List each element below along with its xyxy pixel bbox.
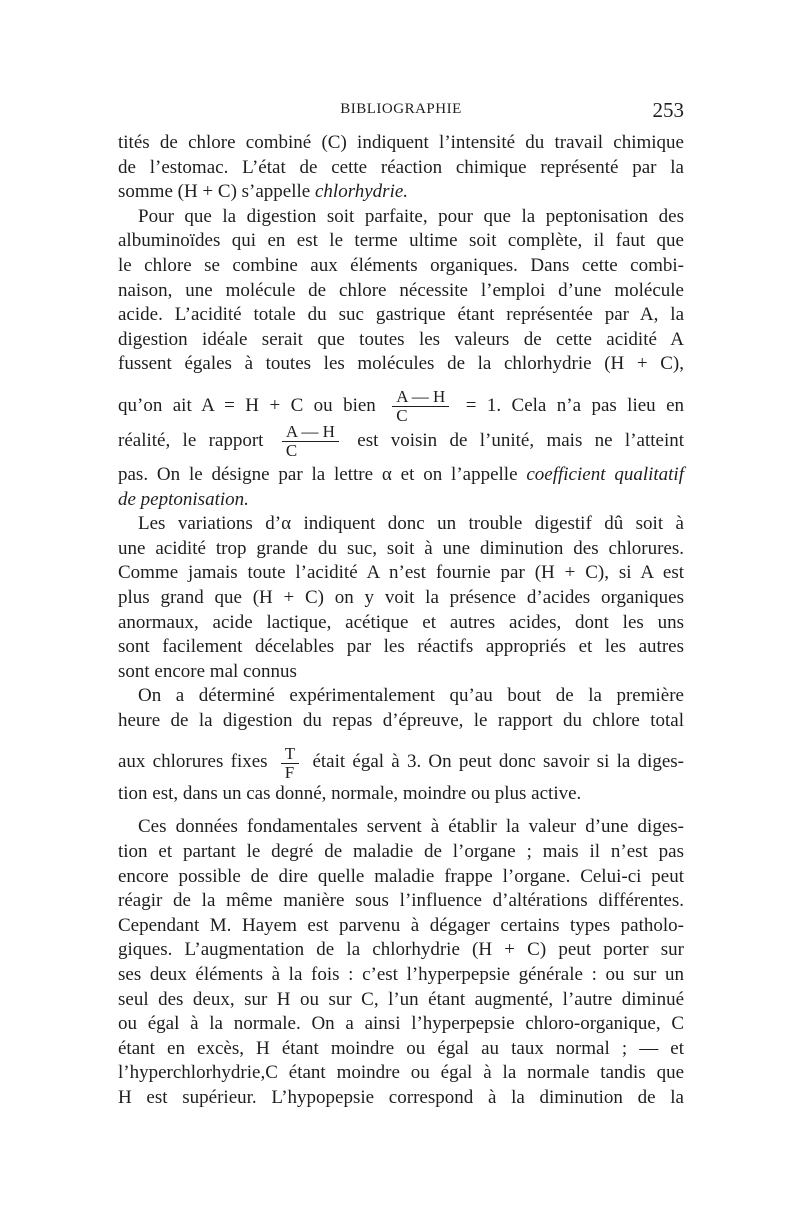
- text-line: tion est, dans un cas donné, normale, moindre ou plus active.: [118, 783, 582, 805]
- text-line: ou égal à la normale. On a ainsi l’hyperpepsie chloro-organique, C: [118, 1013, 684, 1035]
- text-line-with-fraction: [118, 377, 685, 426]
- fraction-numerator: A — H: [392, 388, 449, 407]
- fraction-a-minus-h-over-c: [282, 423, 339, 460]
- fraction-denominator: C: [285, 441, 298, 461]
- text-line: l’hyperchlorhydrie,C étant moindre ou égal à la normale tandis que: [118, 1062, 684, 1084]
- fraction-a-minus-h-over-c: [392, 388, 449, 425]
- text-line-with-fraction: [118, 423, 684, 463]
- text-line: seul des deux, sur H ou sur C, l’un étant augmenté, l’autre diminué: [118, 988, 684, 1010]
- text-line: [118, 488, 684, 513]
- text-line: encore possible de dire quelle maladie frappe l’organe. Celui-ci peut: [118, 865, 684, 887]
- text-span: somme (H + C) s’appelle: [118, 181, 315, 203]
- text-line: tités de chlore combiné (C) indiquent l’intensité du travail chimique: [118, 132, 684, 153]
- text-span: pas. On le désigne par la lettre α et on l’appelle: [118, 463, 527, 485]
- text-line: réagir de la même manière sous l’influence d’altérations différentes.: [118, 890, 684, 912]
- text-line: digestion idéale serait que toutes les valeurs de cette acidité A: [118, 328, 684, 350]
- fraction-t-over-f: [281, 745, 299, 782]
- text-line: Ces données fondamentales servent à établir la valeur d’une diges-: [138, 816, 684, 838]
- page-number: 253: [652, 98, 684, 122]
- text-line: Pour que la digestion soit parfaite, pour que la peptonisation des: [138, 205, 684, 227]
- body-text: [118, 131, 684, 1111]
- text-line: plus grand que (H + C) on y voit la présence d’acides organiques: [118, 586, 684, 608]
- text-line: H est supérieur. L’hypopepsie correspond à la diminution de la: [118, 1087, 684, 1108]
- text-line: étant en excès, H étant moindre ou égal au taux normal ; — et: [118, 1037, 684, 1059]
- fraction-numerator: T: [281, 745, 299, 764]
- term-peptonisation: de peptonisation.: [118, 488, 249, 510]
- text-span: était égal à 3. On peut donc savoir si la diges-: [312, 751, 685, 773]
- text-line: une acidité trop grande du suc, soit à une diminution des chlorures.: [118, 537, 684, 559]
- fraction-denominator: C: [396, 406, 408, 426]
- text-line: ses deux éléments à la fois : c’est l’hyperpepsie générale : ou sur un: [118, 964, 684, 986]
- text-line: [118, 463, 684, 488]
- text-line: On a déterminé expérimentalement qu’au bout de la première: [138, 685, 684, 707]
- text-line: naison, une molécule de chlore nécessite l’emploi d’une molécule: [118, 279, 684, 301]
- fraction-numerator: A — H: [282, 423, 339, 442]
- text-line: de l’estomac. L’état de cette réaction chimique représenté par la: [118, 156, 684, 178]
- text-line: [118, 180, 684, 205]
- running-title: BIBLIOGRAPHIE: [340, 101, 462, 117]
- text-line: Comme jamais toute l’acidité A n’est fournie par (H + C), si A est: [118, 562, 684, 584]
- text-line: anormaux, acide lactique, acétique et autres acides, dont les uns: [118, 611, 684, 633]
- text-line: giques. L’augmentation de la chlorhydrie (H + C) peut porter sur: [118, 939, 684, 961]
- text-line-with-fraction: [118, 733, 685, 782]
- text-line: Cependant M. Hayem est parvenu à dégager certains types patholo-: [118, 914, 684, 936]
- text-line: heure de la digestion du repas d’épreuve, le rapport du chlore total: [118, 709, 684, 731]
- text-span: = 1. Cela n’a pas lieu en: [465, 394, 685, 416]
- fraction-denominator: F: [284, 762, 295, 782]
- text-line: acide. L’acidité totale du suc gastrique étant représentée par A, la: [118, 304, 684, 326]
- text-line: fussent égales à toutes les molécules de la chlorhydrie (H + C),: [118, 353, 684, 375]
- term-chlorhydrie: chlorhydrie.: [314, 181, 409, 203]
- term-coefficient: coefficient qualitatif: [526, 463, 684, 485]
- text-span: réalité, le rapport: [118, 429, 264, 451]
- text-line: le chlore se combine aux éléments organiques. Dans cette combi-: [118, 254, 684, 276]
- text-line: sont facilement décelables par les réactifs appropriés et les autres: [118, 636, 684, 658]
- text-line: albuminoïdes qui en est le terme ultime soit complète, il faut que: [118, 230, 684, 252]
- text-line: Les variations d’α indiquent donc un trouble digestif dû soit à: [138, 513, 684, 535]
- running-head: [118, 98, 684, 122]
- text-line: tion et partant le degré de maladie de l’organe ; mais il n’est pas: [118, 841, 684, 863]
- text-span: qu’on ait A = H + C ou bien: [118, 394, 376, 416]
- text-line: sont encore mal connus: [118, 660, 297, 682]
- text-span: est voisin de l’unité, mais ne l’atteint: [357, 429, 685, 451]
- text-span: aux chlorures fixes: [118, 751, 268, 773]
